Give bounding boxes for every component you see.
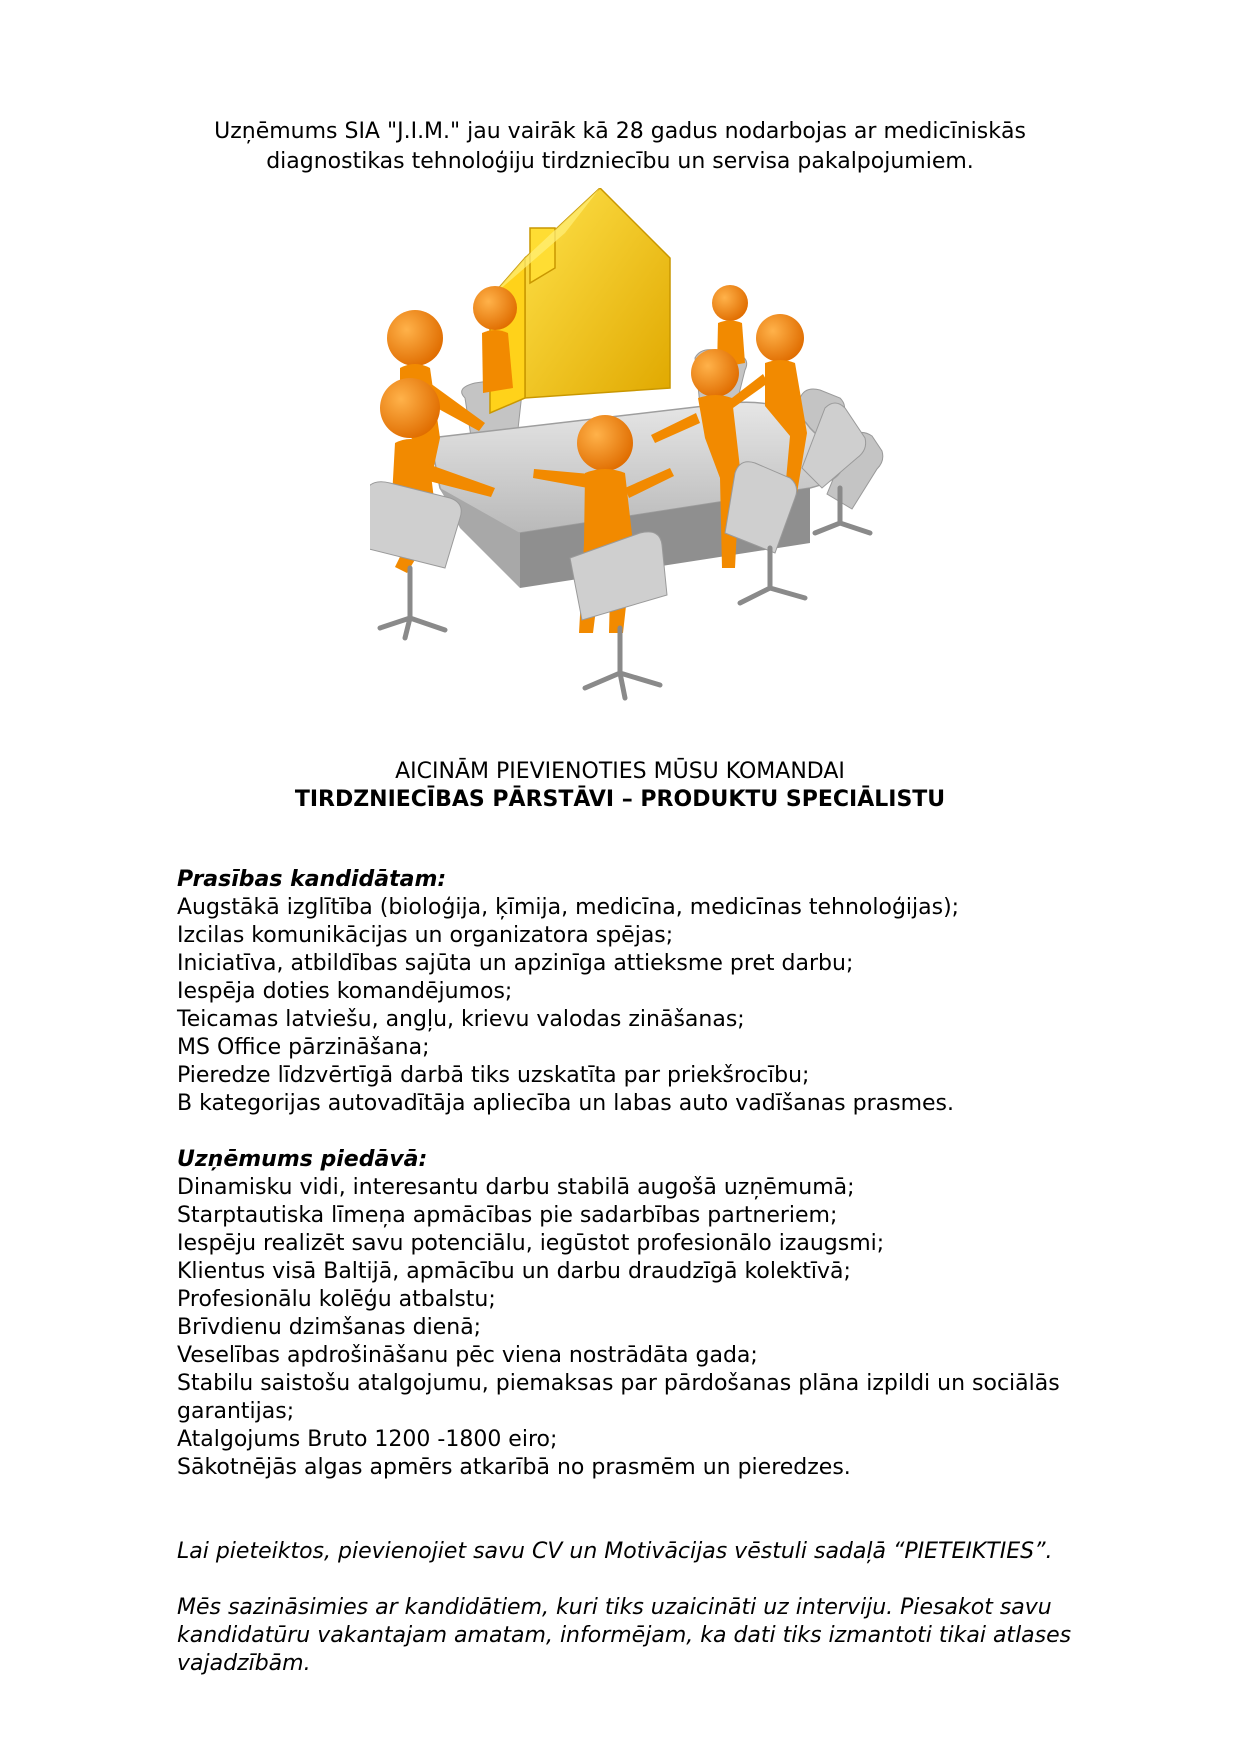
requirements-heading: Prasības kandidātam: <box>177 867 447 892</box>
position-title: TIRDZNIECĪBAS PĀRSTĀVI – PRODUKTU SPECIĀLISTU <box>294 787 946 812</box>
list-item: Izcilas komunikācijas un organizatora spējas; <box>177 923 674 948</box>
intro-text <box>0 117 1240 177</box>
list-item: Profesionālu kolēģu atbalstu; <box>177 1287 496 1312</box>
job-content <box>177 866 1117 1678</box>
list-item: Klientus visā Baltijā, apmācību un darbu draudzīgā kolektīvā; <box>177 1259 851 1284</box>
intro-line-2: diagnostikas tehnoloģiju tirdzniecību un servisa pakalpojumiem. <box>266 149 974 174</box>
list-item: Sākotnējās algas apmērs atkarībā no prasmēm un pieredzes. <box>177 1455 851 1480</box>
list-item: Dinamisku vidi, interesantu darbu stabilā augošā uzņēmumā; <box>177 1175 855 1200</box>
list-item: Starptautiska līmeņa apmācības pie sadarbības partneriem; <box>177 1203 838 1228</box>
list-item: Iespēja doties komandējumos; <box>177 979 513 1004</box>
list-item: Brīvdienu dzimšanas dienā; <box>177 1315 482 1340</box>
invite-text: AICINĀM PIEVIENOTIES MŪSU KOMANDAI <box>395 759 845 784</box>
requirements-list <box>177 894 1117 1118</box>
list-item: MS Office pārzināšana; <box>177 1035 430 1060</box>
team-meeting-illustration <box>370 188 940 708</box>
privacy-line-2: kandidatūru vakantajam amatam, informējam, ka dati tiks izmantoti tikai atlases <box>177 1623 1072 1648</box>
offer-list <box>177 1174 1117 1482</box>
list-item: B kategorijas autovadītāja apliecība un labas auto vadīšanas prasmes. <box>177 1091 955 1116</box>
list-item: Pieredze līdzvērtīgā darbā tiks uzskatīta par priekšrocību; <box>177 1063 810 1088</box>
offer-heading: Uzņēmums piedāvā: <box>177 1147 428 1172</box>
intro-line-1: Uzņēmums SIA "J.I.M." jau vairāk kā 28 gadus nodarbojas ar medicīniskās <box>214 119 1026 144</box>
privacy-line-3: vajadzībām. <box>177 1651 311 1676</box>
list-item: Teicamas latviešu, angļu, krievu valodas zināšanas; <box>177 1007 745 1032</box>
privacy-line-1: Mēs sazināsimies ar kandidātiem, kuri tiks uzaicināti uz interviju. Piesakot savu <box>177 1595 1052 1620</box>
list-item: Veselības apdrošināšanu pēc viena nostrādāta gada; <box>177 1343 758 1368</box>
job-headline <box>0 758 1240 814</box>
list-item: Atalgojums Bruto 1200 -1800 eiro; <box>177 1427 558 1452</box>
privacy-note <box>177 1594 1117 1678</box>
list-item: Iniciatīva, atbildības sajūta un apzinīga attieksme pret darbu; <box>177 951 854 976</box>
list-item: garantijas; <box>177 1399 295 1424</box>
list-item: Iespēju realizēt savu potenciālu, iegūstot profesionālo izaugsmi; <box>177 1231 885 1256</box>
list-item: Augstākā izglītība (bioloģija, ķīmija, medicīna, medicīnas tehnoloģijas); <box>177 895 960 920</box>
apply-instructions: Lai pieteiktos, pievienojiet savu CV un Motivācijas vēstuli sadaļā “PIETEIKTIES”. <box>177 1539 1053 1564</box>
house-icon <box>490 188 670 413</box>
list-item: Stabilu saistošu atalgojumu, piemaksas par pārdošanas plāna izpildi un sociālās <box>177 1371 1060 1396</box>
